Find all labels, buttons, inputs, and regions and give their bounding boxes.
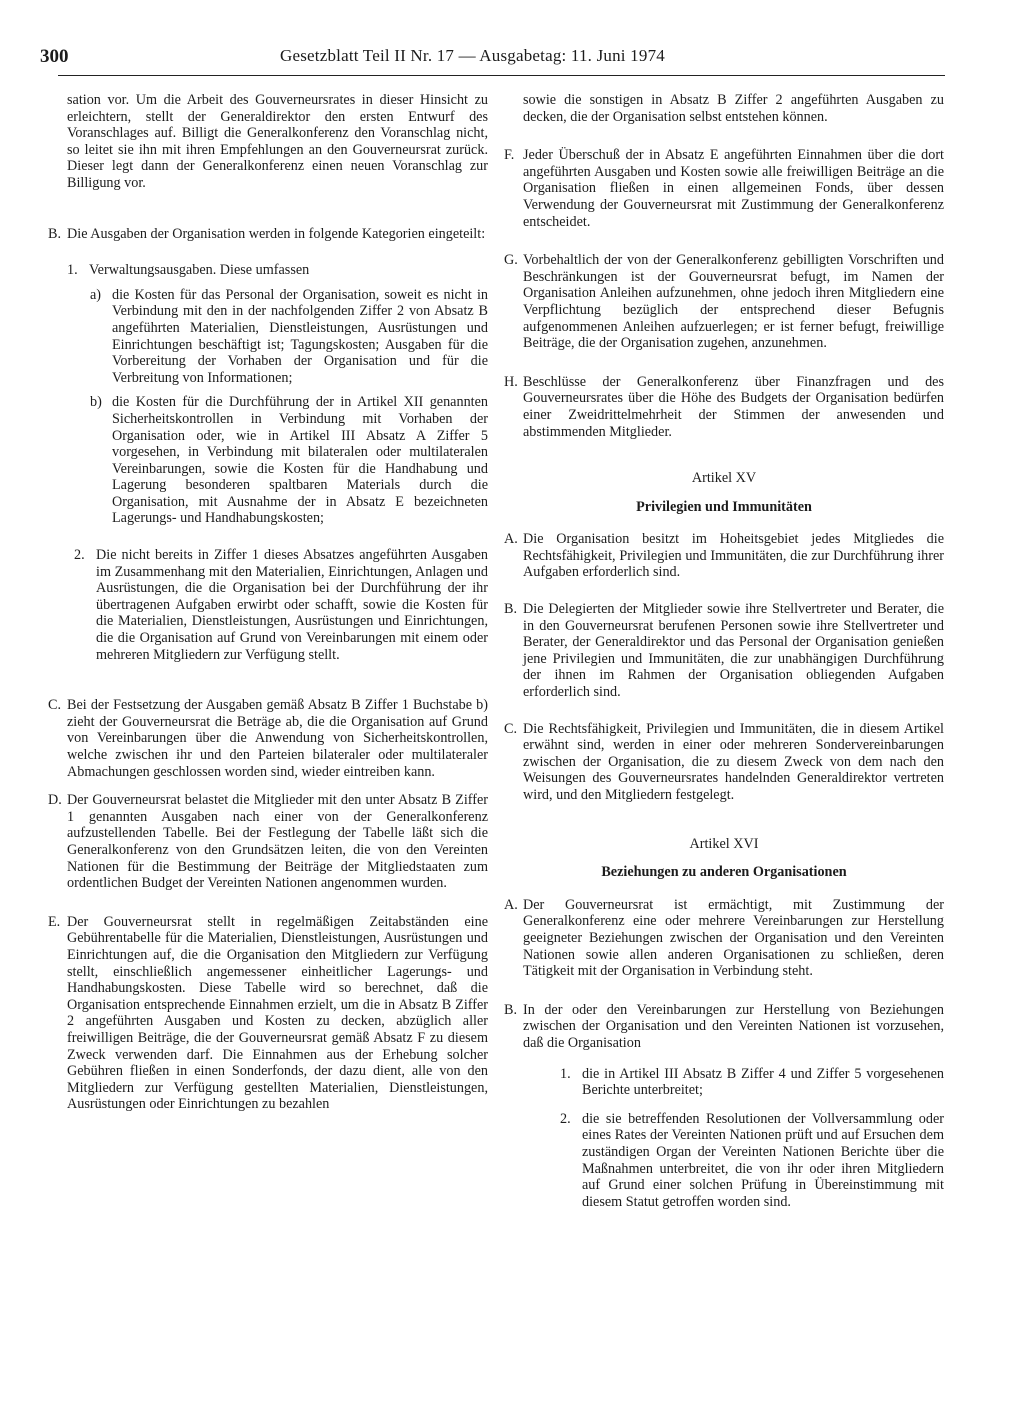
- paragraph-text: Beschlüsse der Generalkonferenz über Finanzfragen und des Gouverneursrates über die Höhe des Budgets der Organisation bedürfen einer Zweidrittelmehrheit der Stimmen der anwesenden und abstimmenden Mitglieder.: [523, 373, 944, 440]
- page-header: [40, 46, 944, 76]
- item-text: Die nicht bereits in Ziffer 1 dieses Absatzes angeführten Ausgaben im Zusammenhang mit den Materialien, Einrichtungen, Anlagen und Ausrüstungen, die die Organisation bei der Durchführung der ihr übertragenen Aufgaben erwirbt oder schafft, sowie die Kosten für die Materialien, Dienstleistungen, Ausrüstungen und Einrichtungen, die die Organisation auf Grund von Vereinbarungen mit einem oder mehreren Mitgliedern zur Verfügung stellt.: [96, 547, 488, 663]
- paragraph-c: [48, 697, 488, 780]
- item-1: [67, 262, 488, 279]
- paragraph-a: [504, 531, 944, 581]
- paragraph-a: [504, 897, 944, 980]
- sub-item-text: die Kosten für das Personal der Organisation, soweit es nicht in Verbindung mit den in der nachfolgenden Ziffer 2 von Absatz B angeführten Materialien, Dienstleistungen, Ausrüstungen und Einrichtungen beschäftigt ist; Tagungskosten; Ausgaben für die Vorbereitung der Vorhaben der Organisation und für die Verbreitung von Informationen;: [112, 286, 488, 386]
- sub-item-label: b): [90, 394, 102, 411]
- paragraph-text: Bei der Festsetzung der Ausgaben gemäß Absatz B Ziffer 1 Buchstabe b) zieht der Gouverneursrat die Beträge ab, die die Organisation auf Grund von Vereinbarungen über die Anwendung von Sicherheitskontrollen, welche zwischen ihr und den Parteien bilateraler oder multilateraler Abmachungen geschlossen worden sind, wieder eintreiben kann.: [67, 697, 488, 780]
- paragraph-text: Die Ausgaben der Organisation werden in folgende Kategorien eingeteilt:: [67, 225, 486, 242]
- paragraph-label: B.: [48, 225, 62, 242]
- paragraph-label: A.: [504, 896, 518, 913]
- paragraph-label: G.: [504, 252, 518, 269]
- paragraph-h: [504, 374, 944, 440]
- paragraph-f: [504, 147, 944, 230]
- paragraph-label: H.: [504, 373, 518, 390]
- paragraph-b: [48, 226, 488, 243]
- item-label: 2.: [560, 1110, 571, 1127]
- paragraph-label: D.: [48, 792, 62, 809]
- item-text: die in Artikel III Absatz B Ziffer 4 und Ziffer 5 vorgesehenen Berichte unterbreitet;: [582, 1065, 944, 1099]
- item-label: 2.: [74, 547, 85, 564]
- sub-item-label: a): [90, 286, 102, 303]
- right-column: [504, 92, 944, 1210]
- paragraph-label: C.: [504, 720, 518, 737]
- header-rule: [58, 75, 945, 76]
- paragraph-label: A.: [504, 531, 518, 548]
- left-column: [48, 92, 488, 1113]
- continued-paragraph: sowie die sonstigen in Absatz B Ziffer 2 angeführten Ausgaben zu decken, die der Organisation selbst entstehen können.: [523, 92, 944, 125]
- sub-item-b: [90, 394, 488, 527]
- item-label: 1.: [560, 1065, 571, 1082]
- sub-item-text: die Kosten für die Durchführung der in Artikel XII genannten Sicherheitskontrollen in Verbindung mit Vorhaben der Organisation oder, wie in Artikel III Absatz A Ziffer 5 vorgesehen, in Verbindung mit bilateralen oder multilateralen Vereinbarungen, sowie die Kosten für die Handhabung und Lagerung besonderen spaltbaren Materials durch die Organisation, mit Ausnahme der in Absatz E bezeichneten Lagerungs- und Handhabungskosten;: [112, 394, 488, 527]
- paragraph-c: [504, 721, 944, 804]
- paragraph-e: [48, 914, 488, 1113]
- paragraph-text: Die Delegierten der Mitglieder sowie ihre Stellvertreter und Berater, die in den Gouverneursrat berufenen Personen sowie ihre Stellvertreter und Berater, der Generaldirektor und das Personal der Organisation genießen jene Privilegien und Immunitäten, die zur unabhängigen Durchführung der ihnen im Rahmen der Organisation obliegenden Aufgaben erforderlich sind.: [523, 601, 944, 701]
- item-2: [74, 547, 488, 663]
- paragraph-label: C.: [48, 697, 62, 714]
- article-subtitle: Beziehungen zu anderen Organisationen: [601, 864, 847, 881]
- paragraph-text: Die Rechtsfähigkeit, Privilegien und Immunitäten, die in diesem Artikel erwähnt sind, werden in einer oder mehreren Sondervereinbarungen zwischen der Organisation, die zu diesem Zweck von dem nach den Weisungen des Gouverneursrates handelnden Generaldirektor vertreten wird, und den Mitgliedern festgelegt.: [523, 720, 944, 803]
- paragraph-text: Die Organisation besitzt im Hoheitsgebiet jedes Mitgliedes die Rechtsfähigkeit, Privilegien und Immunitäten, die zur Durchführung ihrer Aufgaben erforderlich sind.: [523, 531, 944, 581]
- item-1: [560, 1066, 944, 1099]
- paragraph-text: Der Gouverneursrat belastet die Mitglieder mit den unter Absatz B Ziffer 1 genannten Ausgaben nach einer von der Generalkonferenz aufzustellenden Tabelle. Bei der Festlegung der Tabelle läßt sich die Generalkonferenz von den Grundsätzen leiten, die von den Vereinten Nationen für die Bestimmung der Beiträge der Mitgliedstaaten zum ordentlichen Budget der Vereinten Nationen angenommen wurden.: [67, 792, 488, 892]
- article-subtitle: Privilegien und Immunitäten: [636, 498, 812, 515]
- continued-paragraph: sation vor. Um die Arbeit des Gouverneursrates in dieser Hinsicht zu erleichtern, stellt der Generaldirektor den ersten Entwurf des Voranschlages auf. Billigt die Generalkonferenz den Voranschlag nicht, so leitet sie ihn mit ihren Empfehlungen an den Gouverneursrat zurück. Dieser legt dann der Generalkonferenz einen neuen Voranschlag zur Billigung vor.: [67, 92, 488, 191]
- item-text: die sie betreffenden Resolutionen der Vollversammlung oder eines Rates der Vereinten Nationen prüft und auf Ersuchen dem zuständigen Organ der Vereinten Nationen Berichte über die Maßnahmen unterbreitet, die von ihr oder ihren Mitgliedern auf Grund einer solchen Prüfung in Übereinstimmung mit diesem Statut getroffen worden sind.: [582, 1110, 944, 1210]
- item-text: Verwaltungsausgaben. Diese umfassen: [89, 262, 310, 279]
- item-2: [560, 1111, 944, 1211]
- paragraph-b: [504, 1002, 944, 1052]
- paragraph-label: B.: [504, 1001, 518, 1018]
- paragraph-g: [504, 252, 944, 352]
- gazette-title: Gesetzblatt Teil II Nr. 17 — Ausgabetag: 11. Juni 1974: [280, 46, 665, 65]
- item-label: 1.: [67, 262, 78, 279]
- paragraph-text: Jeder Überschuß der in Absatz E angeführten Einnahmen über die dort angeführten Ausgaben und Kosten sowie alle freiwilligen Beiträge an die Organisation fließen in einen allgemeinen Fonds, über dessen Verwendung der Gouverneursrat mit Zustimmung der Generalkonferenz entscheidet.: [523, 147, 944, 230]
- paragraph-d: [48, 792, 488, 892]
- paragraph-text: Der Gouverneursrat ist ermächtigt, mit Zustimmung der Generalkonferenz eine oder mehrere Vereinbarungen zur Herstellung geeigneter Beziehungen zwischen der Organisation und den Vereinten Nationen sowie allen anderen Organisationen zu schließen, deren Tätigkeit mit der Organisation in Verbindung steht.: [523, 896, 944, 980]
- paragraph-label: E.: [48, 913, 61, 930]
- article-title: Artikel XV: [691, 470, 757, 487]
- page-number: 300: [40, 46, 69, 67]
- paragraph-b: [504, 601, 944, 701]
- paragraph-text: In der oder den Vereinbarungen zur Herstellung von Beziehungen zwischen der Organisation und den Vereinten Nationen ist vorzusehen, daß die Organisation: [523, 1001, 944, 1051]
- paragraph-label: B.: [504, 601, 518, 618]
- article-title: Artikel XVI: [689, 835, 759, 852]
- paragraph-text: Vorbehaltlich der von der Generalkonferenz gebilligten Vorschriften und Beschränkungen ist der Gouverneursrat befugt, im Namen der Organisation Anleihen aufzunehmen, ohne jedoch ihren Mitgliedern eine Verpflichtung bezüglich der entsprechend dieser Befugnis aufgenommenen Anleihen aufzuerlegen; er ist ferner befugt, freiwillige Beiträge, die der Organisation zugehen, anzunehmen.: [523, 252, 944, 352]
- sub-item-a: [90, 287, 488, 387]
- paragraph-label: F.: [504, 147, 515, 164]
- paragraph-text: Der Gouverneursrat stellt in regelmäßigen Zeitabständen eine Gebührentabelle für die Materialien, Dienstleistungen, Ausrüstungen und Einrichtungen auf, die die Organisation den Mitgliedern zur Verfügung stellt, einschließlich angemessener einheitlicher Lagerungs- und Handhabungskosten. Diese Tabelle wird so berechnet, daß die Organisation entsprechende Einnahmen erzielt, um die in Absatz B Ziffer 2 angeführten Ausgaben und Kosten zu decken, abzüglich aller freiwilligen Beiträge, die der Gouverneursrat gemäß Absatz F zu diesem Zweck verwenden darf. Die Einnahmen aus der Erhebung solcher Gebühren fließen in einen Sonderfonds, der dazu dient, alle von den Mitgliedern zur Verfügung gestellten Materialien, Dienstleistungen, Ausrüstungen oder Einrichtungen zu bezahlen: [67, 913, 488, 1113]
